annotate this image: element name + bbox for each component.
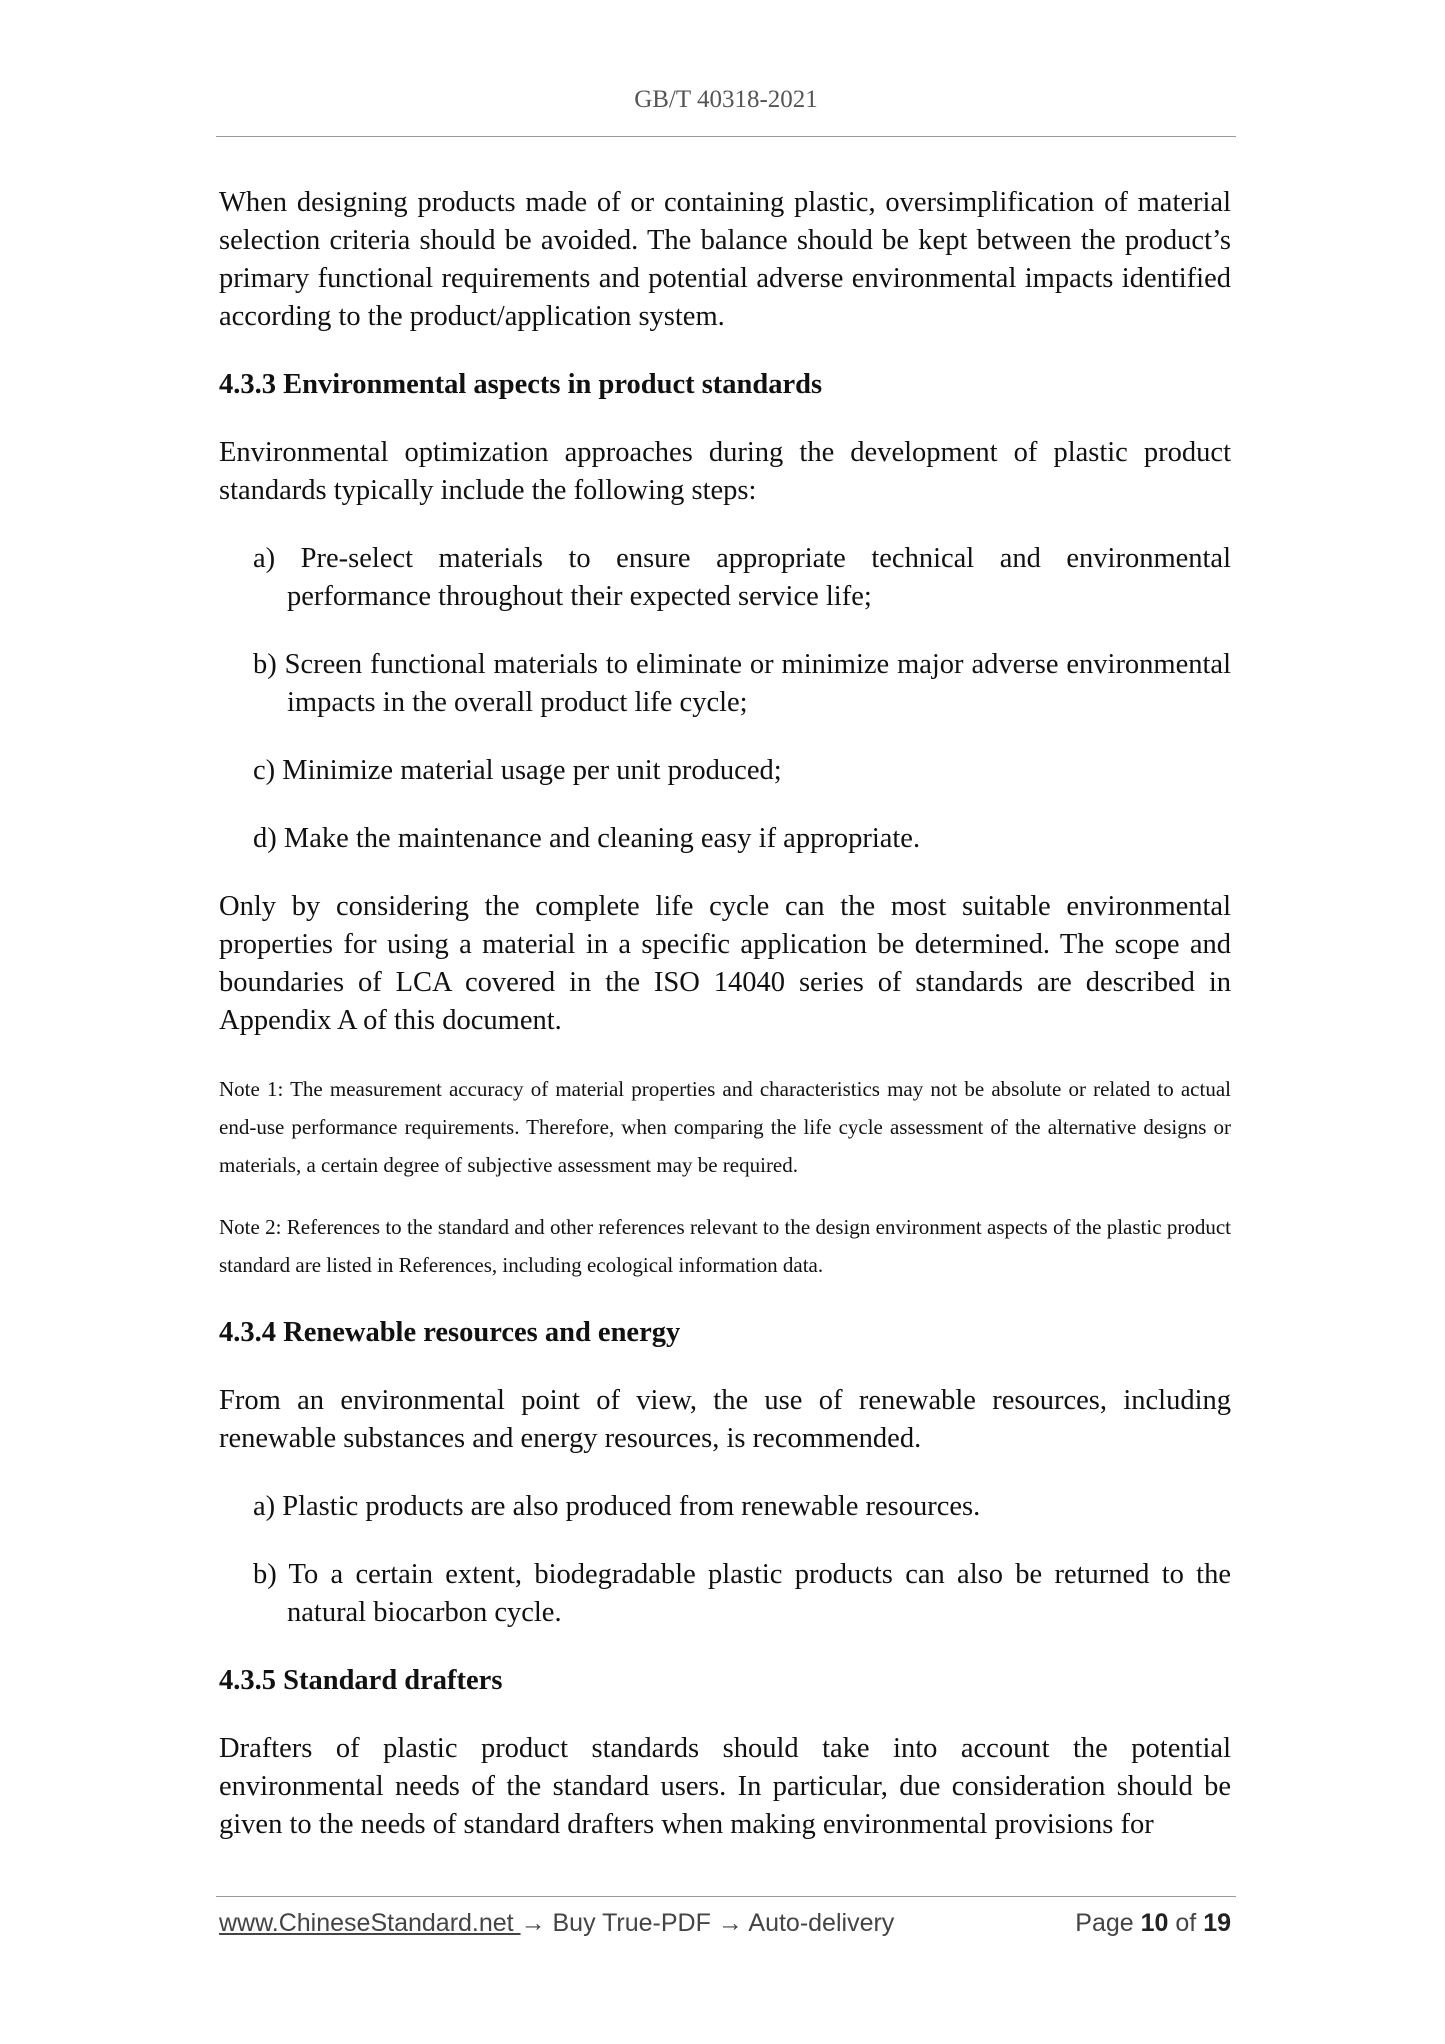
footer-tagline: → Buy True-PDF → Auto-delivery bbox=[520, 1909, 895, 1937]
page-body bbox=[219, 184, 1231, 1874]
list-item: a) Plastic products are also produced from renewable resources. bbox=[253, 1491, 981, 1522]
section-heading-4-3-4: 4.3.4 Renewable resources and energy bbox=[219, 1317, 681, 1348]
page-current: 10 bbox=[1140, 1909, 1169, 1937]
of-label: of bbox=[1175, 1909, 1197, 1937]
footer-divider bbox=[216, 1896, 1236, 1897]
page-number bbox=[1075, 1909, 1231, 1938]
section-heading-4-3-5: 4.3.5 Standard drafters bbox=[219, 1665, 503, 1696]
page-label: Page bbox=[1075, 1909, 1134, 1937]
list-item: c) Minimize material usage per unit produced; bbox=[253, 755, 782, 786]
website-link[interactable]: www.ChineseStandard.net bbox=[219, 1909, 521, 1937]
section-4-3-3-paragraph-after: Only by considering the complete life cycle can the most suitable environmental properties for using a material in a specific application be determined. The scope and boundaries of LCA covered in the ISO 14040 series of standards are described in Appendix A of this document. bbox=[219, 891, 1231, 1036]
list-item: a) Pre-select materials to ensure appropriate technical and environmental performance throughout their expected service life; bbox=[253, 543, 1231, 612]
section-4-3-3-paragraph: Environmental optimization approaches during the development of plastic product standards typically include the following steps: bbox=[219, 437, 1231, 506]
note-2: Note 2: References to the standard and other references relevant to the design environment aspects of the plastic product standard are listed in References, including ecological information data. bbox=[219, 1215, 1231, 1277]
page-header-standard-code: GB/T 40318-2021 bbox=[634, 86, 818, 113]
section-4-3-4-paragraph: From an environmental point of view, the use of renewable resources, including renewable substances and energy resources, is recommended. bbox=[219, 1385, 1231, 1454]
intro-paragraph: When designing products made of or containing plastic, oversimplification of material selection criteria should be avoided. The balance should be kept between the product’s primary functional requirements and potential adverse environmental impacts identified according to the product/application system. bbox=[219, 187, 1231, 332]
section-4-3-5-paragraph: Drafters of plastic product standards should take into account the potential environmental needs of the standard users. In particular, due consideration should be given to the needs of standard drafters when making environmental provisions for bbox=[219, 1733, 1231, 1840]
footer-left bbox=[219, 1909, 894, 1938]
header-divider bbox=[216, 136, 1236, 137]
list-item: b) Screen functional materials to eliminate or minimize major adverse environmental impacts in the overall product life cycle; bbox=[253, 649, 1231, 718]
list-item: b) To a certain extent, biodegradable plastic products can also be returned to the natural biocarbon cycle. bbox=[253, 1559, 1231, 1628]
note-1: Note 1: The measurement accuracy of material properties and characteristics may not be absolute or related to actual end-use performance requirements. Therefore, when comparing the life cycle assessment of the alternative designs or materials, a certain degree of subjective assessment may be required. bbox=[219, 1077, 1231, 1177]
page-total: 19 bbox=[1203, 1909, 1231, 1937]
section-heading-4-3-3: 4.3.3 Environmental aspects in product standards bbox=[219, 369, 823, 400]
list-item: d) Make the maintenance and cleaning easy if appropriate. bbox=[253, 823, 921, 854]
page-footer bbox=[219, 1909, 1231, 1945]
